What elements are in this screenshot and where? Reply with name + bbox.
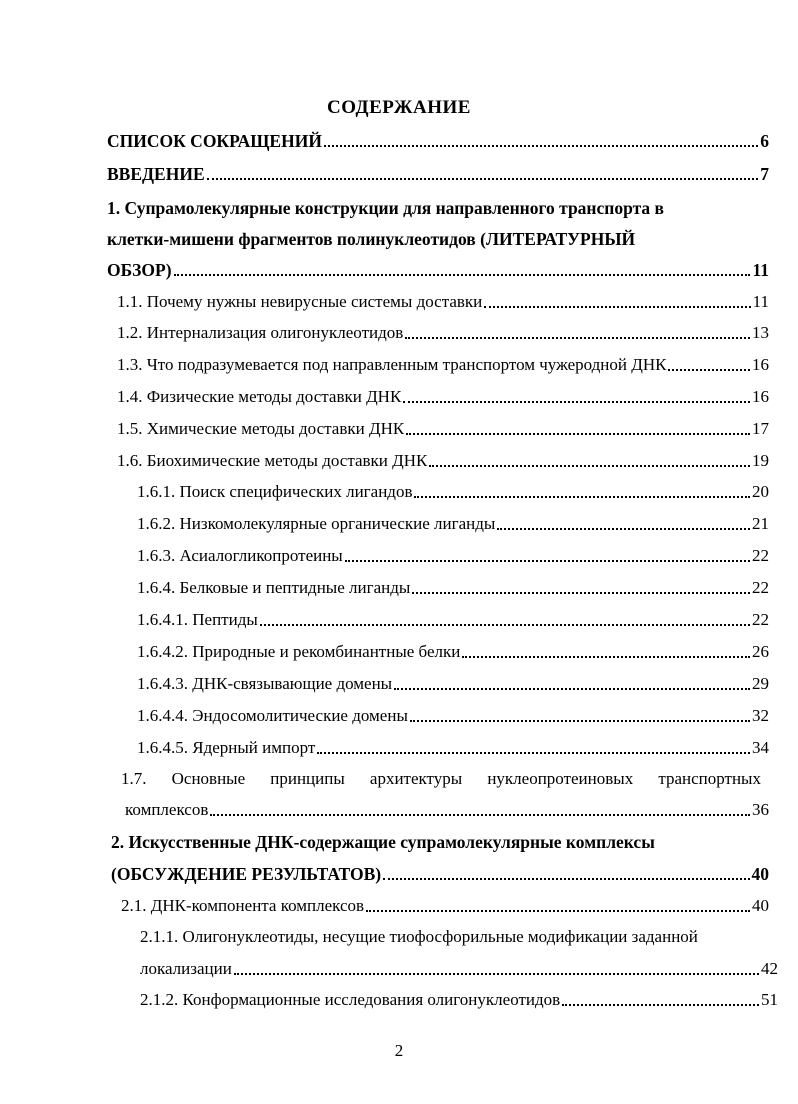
toc-entry-introduction[interactable] [107,163,769,185]
word: Основные [171,769,246,788]
leader-dots [668,368,750,371]
leader-dots [562,1003,759,1006]
toc-entry-1-2[interactable] [117,322,769,344]
toc-entry-1-6[interactable] [117,450,769,472]
toc-entry-1-6-4-3[interactable] [137,673,769,695]
toc-label: 1.6.4.5. Ядерный импорт [137,738,316,757]
toc-entry-1-6-2[interactable] [137,513,769,535]
toc-entry-abbreviations[interactable] [107,130,769,152]
toc-label: 1.6.1. Поиск специфических лигандов [137,482,413,501]
toc-entry-1-5[interactable] [117,418,769,440]
toc-entry-1-6-1[interactable] [137,481,769,503]
toc-entry-2-1[interactable] [121,895,769,917]
leader-dots [497,527,750,530]
leader-dots [403,400,750,403]
toc-entry-1-7-line1 [121,768,761,790]
toc-entry-1-6-4-1[interactable] [137,609,769,631]
toc-label: 1.5. Химические методы доставки ДНК [117,419,405,438]
toc-page: 13 [752,323,769,342]
toc-entry-1-6-4-4[interactable] [137,705,769,727]
toc-label: локализации [140,959,232,978]
word: нуклеопротеиновых [487,769,634,788]
toc-entry-chapter1[interactable] [107,259,769,281]
toc-label: 2.1. ДНК-компонента комплексов [121,896,365,915]
leader-dots [260,623,750,626]
leader-dots [234,972,759,975]
toc-page: 34 [752,738,769,757]
toc-page: 20 [752,482,769,501]
leader-dots [429,464,750,467]
toc-page: 22 [752,546,769,565]
toc-entry-1-6-4[interactable] [137,577,769,599]
toc-page: 36 [752,800,769,819]
leader-dots [414,495,750,498]
toc-entry-2-1-1-line1: 2.1.1. Олигонуклеотиды, несущие тиофосфорильные модификации заданной [140,927,698,946]
leader-dots [383,877,749,880]
toc-label: ОБЗОР) [107,260,172,280]
leader-dots [406,432,750,435]
toc-label: 1.3. Что подразумевается под направленным транспортом чужеродной ДНК [117,355,667,374]
toc-label: 1.6.4.3. ДНК-связывающие домены [137,674,393,693]
toc-page: 22 [752,578,769,597]
toc-page: 11 [752,260,769,280]
toc-entry-1-4[interactable] [117,386,769,408]
toc-page: 29 [752,674,769,693]
toc-page: 26 [752,642,769,661]
toc-entry-2-1-2[interactable] [140,989,778,1011]
toc-label: комплексов [125,800,209,819]
toc-entry-1-7[interactable] [125,799,769,821]
toc-page: 22 [752,610,769,629]
toc-page: 42 [761,959,778,978]
toc-label: 1.6.2. Низкомолекулярные органические лиганды [137,514,496,533]
leader-dots [405,336,750,339]
toc-page: 51 [761,990,778,1009]
leader-dots [317,751,750,754]
toc-entry-1-3[interactable] [117,354,769,376]
leader-dots [324,144,758,147]
toc-entry-chapter2[interactable] [111,863,769,885]
toc-page: 11 [752,292,769,311]
toc-entry-1-6-4-5[interactable] [137,737,769,759]
toc-label: 1.2. Интернализация олигонуклеотидов [117,323,404,342]
toc-label: 1.6.3. Асиалогликопротеины [137,546,343,565]
toc-chapter1-line2: клетки-мишени фрагментов полинуклеотидов (ЛИТЕРАТУРНЫЙ [107,229,636,249]
toc-label: 1.6.4.4. Эндосомолитические домены [137,706,408,725]
toc-entry-1-6-3[interactable] [137,545,769,567]
word: принципы [270,769,345,788]
toc-label: 1.4. Физические методы доставки ДНК [117,387,402,406]
word: транспортных [658,769,761,788]
leader-dots [394,687,750,690]
leader-dots [345,559,750,562]
word: 1.7. [121,769,147,788]
toc-page: 16 [752,387,769,406]
toc-label: 1.6. Биохимические методы доставки ДНК [117,451,428,470]
toc-chapter2-line1: 2. Искусственные ДНК-содержащие супрамолекулярные комплексы [111,832,655,852]
toc-entry-2-1-1[interactable] [140,958,778,980]
toc-chapter1-line1: 1. Супрамолекулярные конструкции для направленного транспорта в [107,198,664,218]
toc-entry-1-1[interactable] [117,291,769,313]
toc-page: 7 [760,164,769,184]
leader-dots [210,813,750,816]
toc-page: 40 [752,896,769,915]
leader-dots [484,305,750,308]
word: архитектуры [369,769,463,788]
toc-label: СПИСОК СОКРАЩЕНИЙ [107,131,322,151]
toc-label: 1.6.4.2. Природные и рекомбинантные белки [137,642,461,661]
toc-label: 1.6.4.1. Пептиды [137,610,258,629]
toc-page: 40 [751,864,769,884]
leader-dots [412,591,750,594]
toc-label: 1.6.4. Белковые и пептидные лиганды [137,578,411,597]
toc-page: 17 [752,419,769,438]
toc-entry-1-6-4-2[interactable] [137,641,769,663]
leader-dots [174,273,751,276]
toc-page: 16 [752,355,769,374]
leader-dots [410,719,750,722]
page-number: 2 [394,1041,404,1060]
toc-page: 6 [760,131,769,151]
toc-label: 1.1. Почему нужны невирусные системы доставки [117,292,483,311]
toc-page: 21 [752,514,769,533]
leader-dots [366,909,750,912]
leader-dots [462,655,750,658]
toc-page: 19 [752,451,769,470]
toc-label: (ОБСУЖДЕНИЕ РЕЗУЛЬТАТОВ) [111,864,382,884]
page-title: СОДЕРЖАНИЕ [327,97,471,118]
toc-label: 2.1.2. Конформационные исследования олигонуклеотидов [140,990,561,1009]
toc-label: ВВЕДЕНИЕ [107,164,205,184]
leader-dots [207,177,759,180]
toc-page: 32 [752,706,769,725]
